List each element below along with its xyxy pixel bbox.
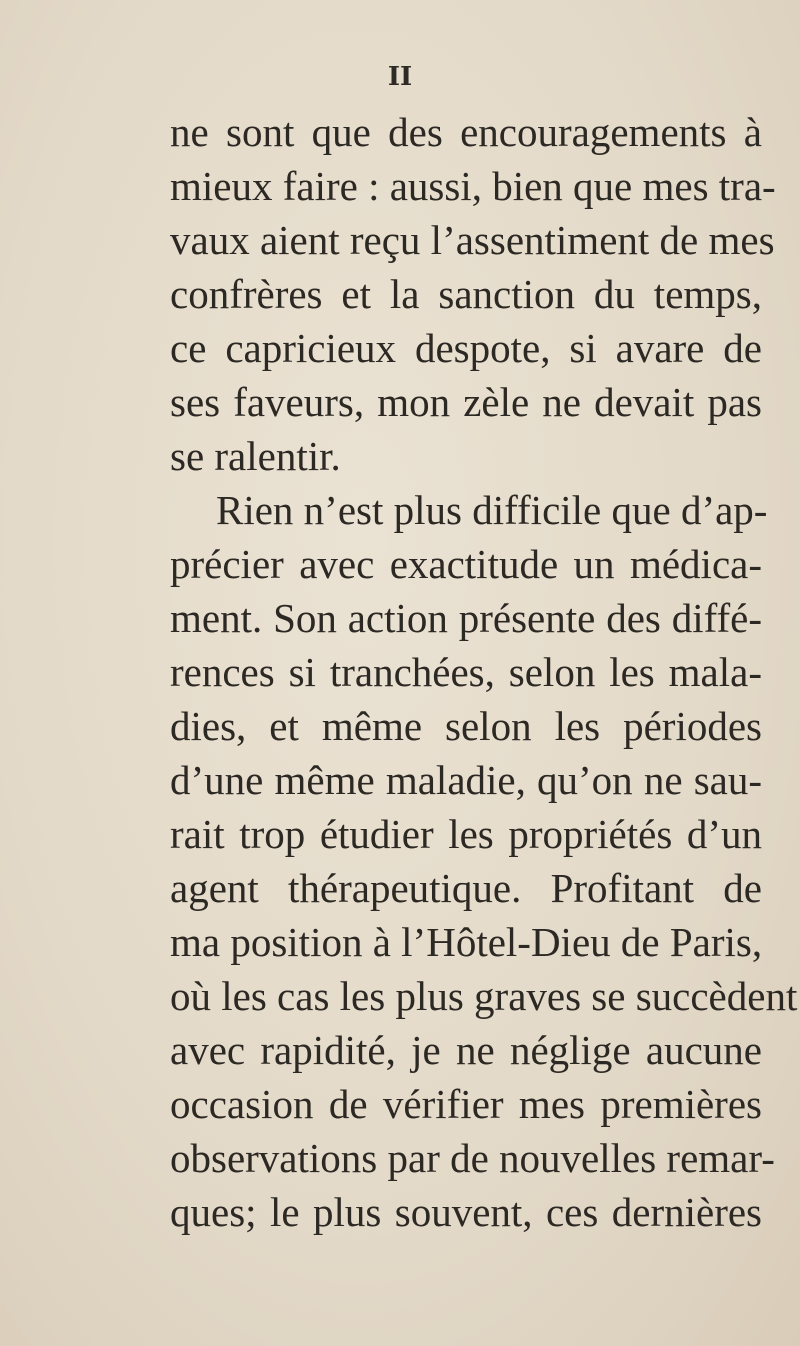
text-line: mieux faire : aussi, bien que mes tra- bbox=[170, 163, 776, 209]
text-line: observations par de nouvelles remar- bbox=[170, 1135, 775, 1181]
text-line: ques; le plus souvent, ces dernières bbox=[170, 1189, 762, 1235]
page-number: II bbox=[387, 62, 413, 92]
text-line: rences si tranchées, selon les mala- bbox=[170, 649, 762, 695]
text-line: ses faveurs, mon zèle ne devait pas bbox=[170, 379, 762, 425]
text-line: rait trop étudier les propriétés d’un bbox=[170, 811, 762, 857]
text-line: ma position à l’Hôtel-Dieu de Paris, bbox=[170, 919, 763, 965]
text-line: dies, et même selon les périodes bbox=[170, 703, 762, 749]
text-line: se ralentir. bbox=[170, 433, 341, 479]
text-line: ne sont que des encouragements à bbox=[170, 109, 762, 155]
text-line: confrères et la sanction du temps, bbox=[170, 271, 762, 317]
text-line: occasion de vérifier mes premières bbox=[170, 1081, 762, 1127]
text-line: d’une même maladie, qu’on ne sau- bbox=[170, 757, 762, 803]
text-line: vaux aient reçu l’assentiment de mes bbox=[170, 217, 775, 263]
text-line: Rien n’est plus difficile que d’ap- bbox=[216, 487, 768, 533]
text-line: où les cas les plus graves se succèdent bbox=[170, 973, 798, 1019]
text-line: ment. Son action présente des diffé- bbox=[170, 595, 762, 641]
text-line: ce capricieux despote, si avare de bbox=[170, 325, 762, 371]
text-line: agent thérapeutique. Profitant de bbox=[170, 865, 762, 911]
text-line: avec rapidité, je ne néglige aucune bbox=[170, 1027, 762, 1073]
text-line: précier avec exactitude un médica- bbox=[170, 541, 762, 587]
